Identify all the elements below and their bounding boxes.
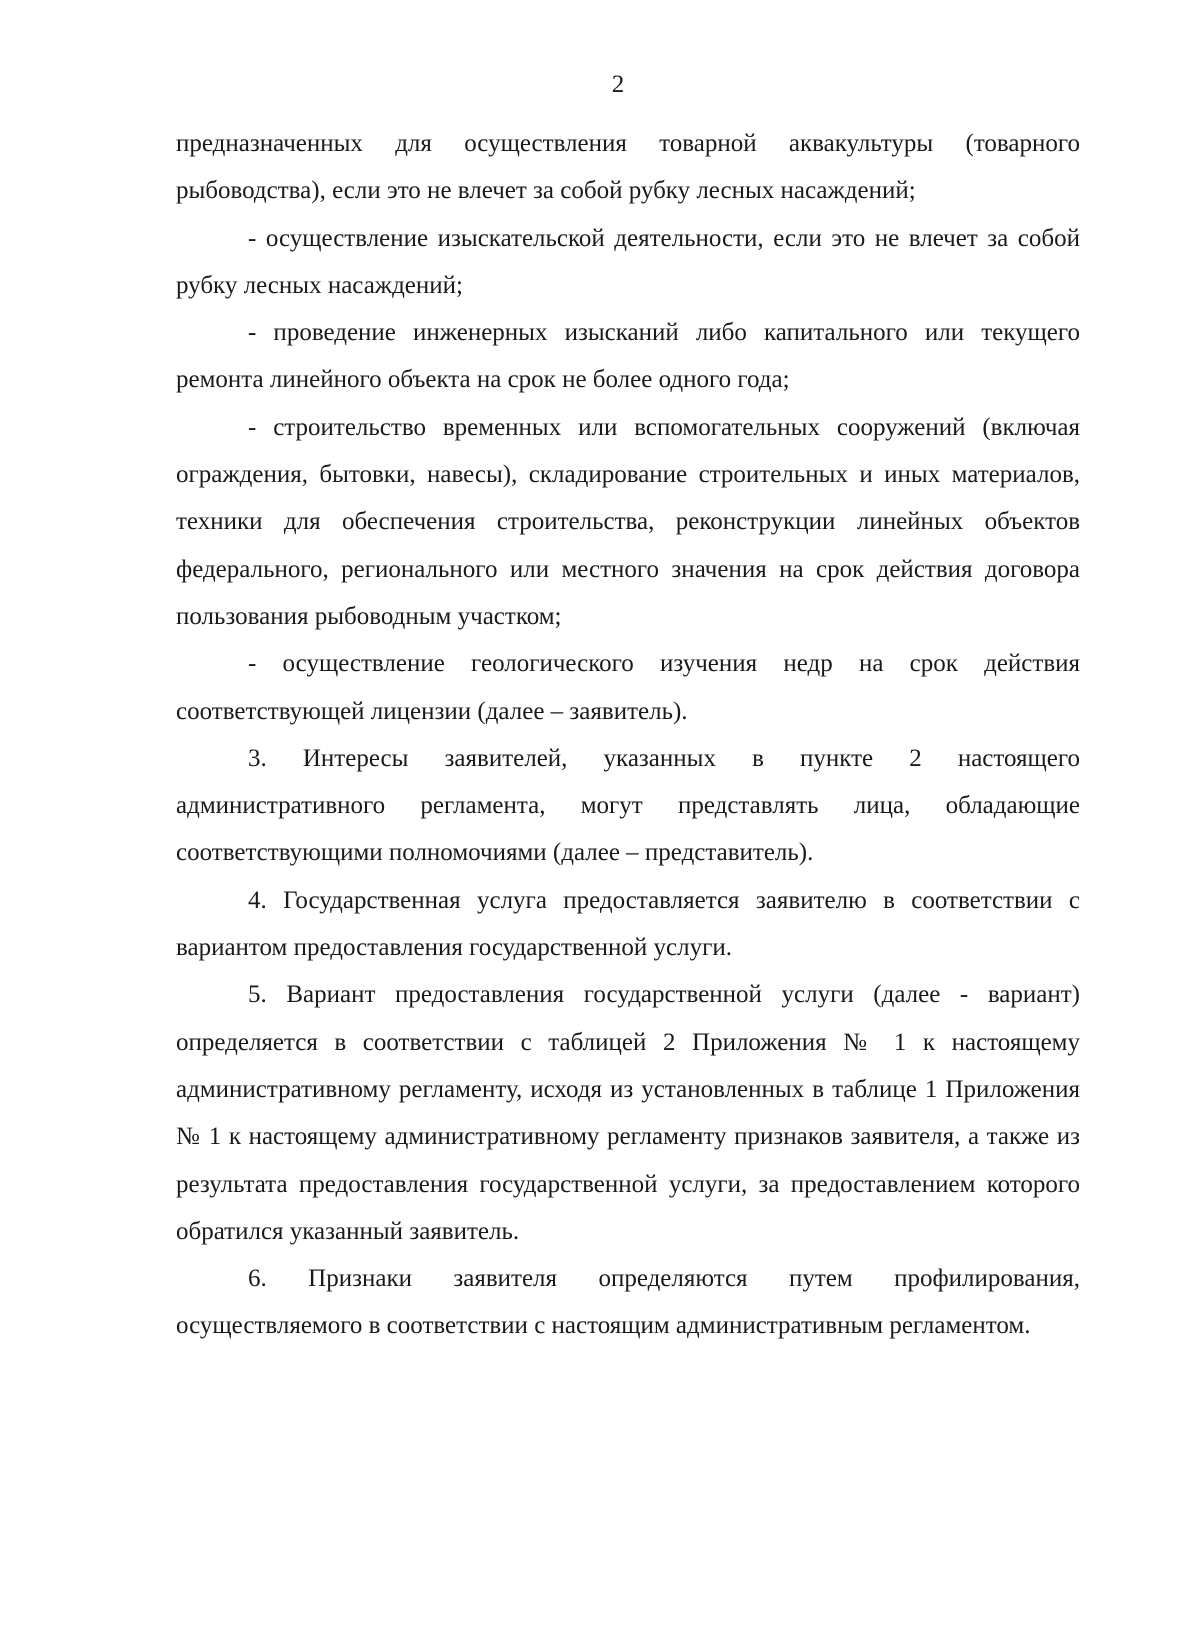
paragraph-list-item: - осуществление изыскательской деятельности, если это не влечет за собой рубку лесных насаждений; bbox=[176, 224, 1080, 299]
page-number: 2 bbox=[611, 71, 625, 98]
paragraph-clause-6: 6. Признаки заявителя определяются путем профилирования, осуществляемого в соответствии с настоящим административным регламентом. bbox=[176, 1265, 1080, 1340]
paragraph-clause-5: 5. Вариант предоставления государственной услуги (далее - вариант) определяется в соответствии с таблицей 2 Приложения № 1 к настоящему административному регламенту, исходя из установленных в таблице 1 Приложения № 1 к настоящему административному регламенту признаков заявителя, а также из результата предоставления государственной услуги, за предоставлением которого обратился указанный заявитель. bbox=[176, 981, 1080, 1245]
paragraph-list-item: - строительство временных или вспомогательных сооружений (включая ограждения, бытовки, навесы), складирование строительных и иных материалов, техники для обеспечения строительства, реконструкции линейных объектов федерального, регионального или местного значения на срок действия договора пользования рыбоводным участком; bbox=[176, 413, 1080, 630]
paragraph-continuation: предназначенных для осуществления товарной аквакультуры (товарного рыбоводства), если это не влечет за собой рубку лесных насаждений; bbox=[176, 130, 1080, 205]
document-body bbox=[176, 120, 1080, 1350]
paragraph-clause-4: 4. Государственная услуга предоставляется заявителю в соответствии с вариантом предоставления государственной услуги. bbox=[176, 886, 1080, 962]
paragraph-clause-3: 3. Интересы заявителей, указанных в пункте 2 настоящего административного регламента, могут представлять лица, обладающие соответствующими полномочиями (далее – представитель). bbox=[176, 744, 1080, 867]
paragraph-list-item: - осуществление геологического изучения недр на срок действия соответствующей лицензии (далее – заявитель). bbox=[176, 650, 1080, 725]
paragraph-list-item: - проведение инженерных изысканий либо капитального или текущего ремонта линейного объекта на срок не более одного года; bbox=[176, 319, 1080, 394]
